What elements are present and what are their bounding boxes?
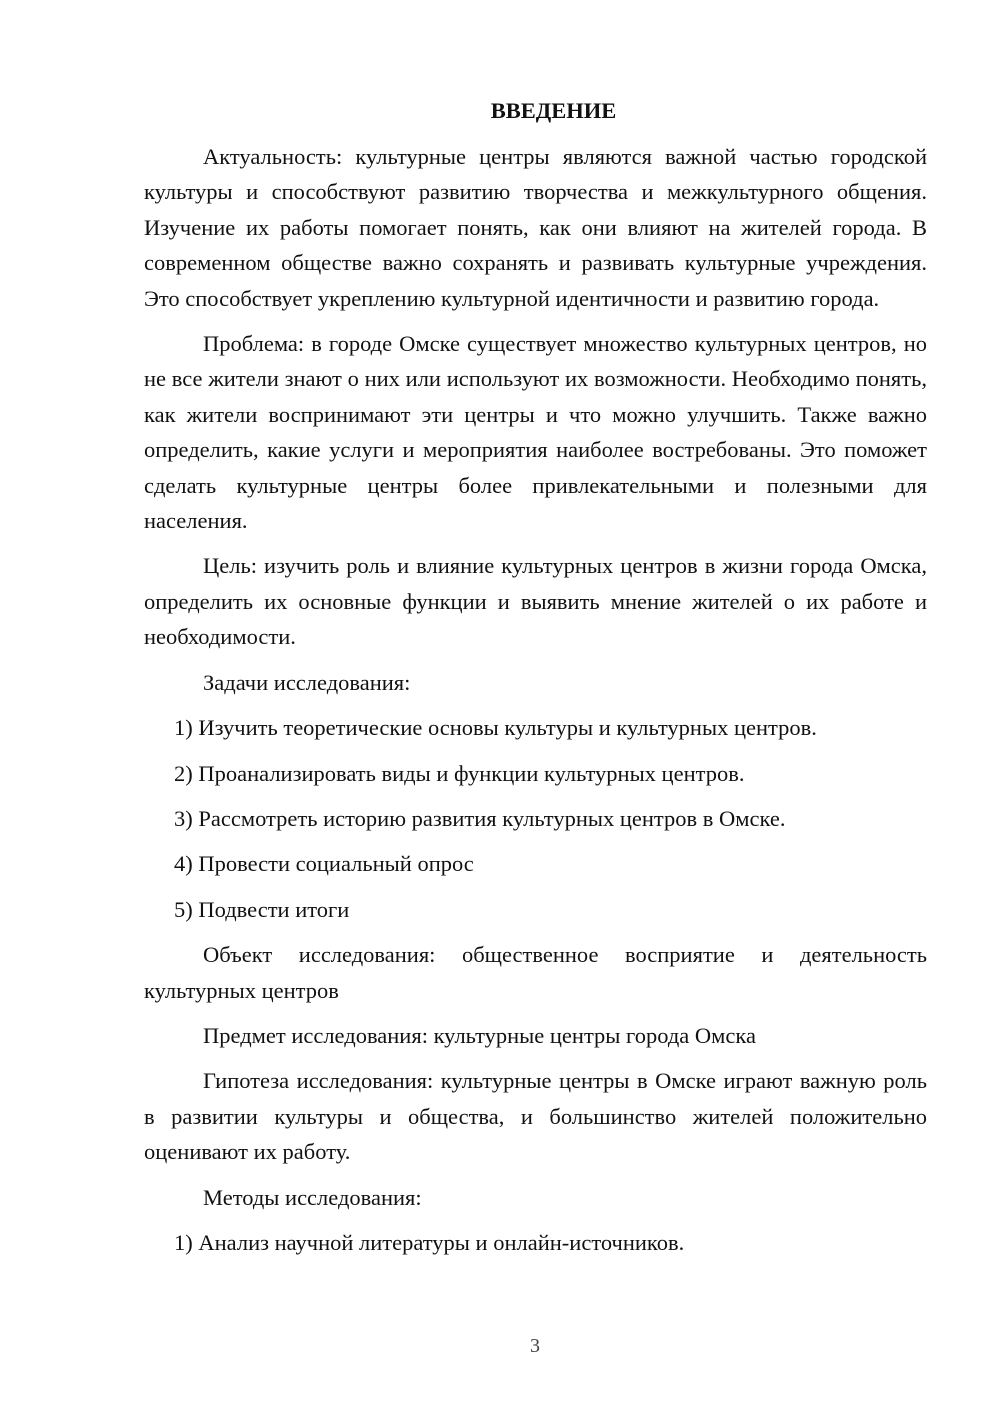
goal-paragraph: Цель: изучить роль и влияние культурных центров в жизни города Омска, определить их основные функции и выявить мнение жителей о их работе и необходимости. [144,553,927,650]
section-title: ВВЕДЕНИЕ [490,98,617,123]
methods-heading: Методы исследования: [203,1184,422,1210]
problem-paragraph: Проблема: в городе Омске существует множество культурных центров, но не все жители знают о них или используют их возможности. Необходимо понять, как жители воспринимают эти центры и что можно улучшить. Также важно определить, какие услуги и мероприятия наиболее востребованы. Это поможет сделать культурные центры более привлекательными и полезными для населения. [144,331,927,534]
object-paragraph: Объект исследования: общественное восприятие и деятельность культурных центров [144,942,927,1003]
task-item: 5) Подвести итоги [174,896,350,922]
method-item: 1) Анализ научной литературы и онлайн-источников. [174,1229,685,1255]
hypothesis-paragraph: Гипотеза исследования: культурные центры в Омске играют важную роль в развитии культуры и общества, и большинство жителей положительно оценивают их работу. [144,1068,927,1165]
task-item: 2) Проанализировать виды и функции культурных центров. [174,760,745,786]
page-body [144,93,927,1270]
subject-paragraph: Предмет исследования: культурные центры города Омска [203,1022,756,1048]
relevance-paragraph: Актуальность: культурные центры являются важной частью городской культуры и способствуют развитию творчества и межкультурного общения. Изучение их работы помогает понять, как они влияют на жителей города. В современном обществе важно сохранять и развивать культурные учреждения. Это способствует укреплению культурной идентичности и развитию города. [144,144,927,311]
tasks-heading: Задачи исследования: [203,669,411,695]
task-item: 3) Рассмотреть историю развития культурных центров в Омске. [174,805,786,831]
task-item: 4) Провести социальный опрос [174,851,474,877]
page-number: 3 [530,1335,540,1357]
task-item: 1) Изучить теоретические основы культуры и культурных центров. [174,715,817,741]
